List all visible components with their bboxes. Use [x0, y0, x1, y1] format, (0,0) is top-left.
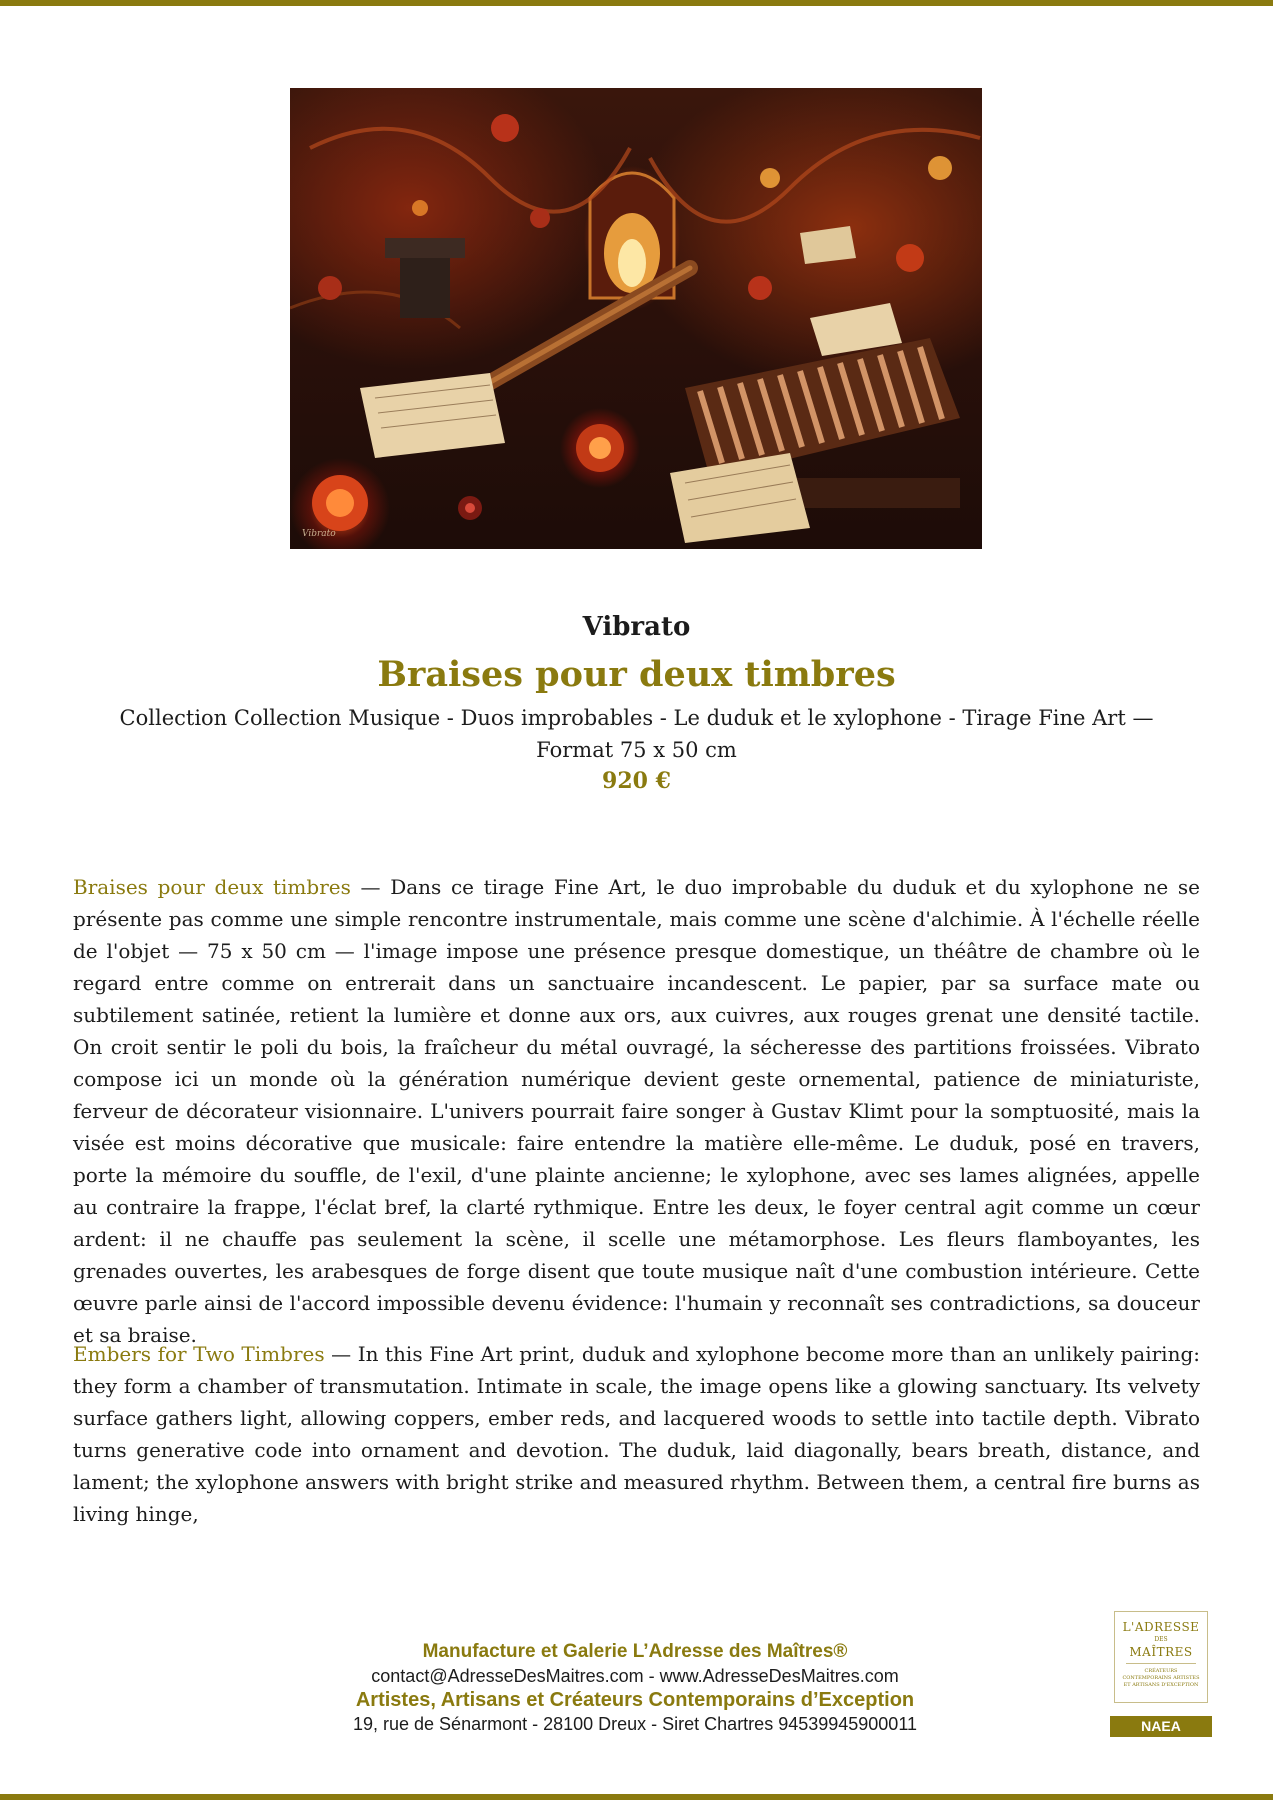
bottom-border [0, 1794, 1273, 1800]
description-fr-text: — Dans ce tirage Fine Art, le duo improbable du duduk et du xylophone ne se présente pas comme une simple rencontre instrumentale, mais comme une scène d'alchimie. À l'échelle réelle de l'objet — 75 x 50 cm — l'image impose une présence presque domestique, un théâtre de chambre où le regard entre comme on entrerait dans un sanctuaire incandescent. Le papier, par sa surface mate ou subtilement satinée, retient la lumière et donne aux ors, aux cuivres, aux rouges grenat une densité tactile. On croit sentir le poli du bois, la fraîcheur du métal ouvragé, la sécheresse des partitions froissées. Vibrato compose ici un monde où la génération numérique devient geste ornemental, patience de miniaturiste, ferveur de décorateur visionnaire. L'univers pourrait faire songer à Gustav Klimt pour la somptuosité, mais la visée est moins décorative que musicale: faire entendre la matière elle-même. Le duduk, posé en travers, porte la mémoire du souffle, de l'exil, d'une plainte ancienne; le xylophone, avec ses lames alignées, appelle au contraire la frappe, l'éclat bref, la clarté rythmique. Entre les deux, le foyer central agit comme un cœur ardent: il ne chauffe pas seulement la scène, il scelle une métamorphose. Les fleurs flamboyantes, les grenades ouvertes, les arabesques de forge disent que toute musique naît d'une combustion intérieure. Cette œuvre parle ainsi de l'accord impossible devenu évidence: l'humain y reconnaît ses contradictions, sa douceur et sa braise. [73, 875, 1200, 1347]
logo-line-3: MAÎTRES [1129, 1645, 1193, 1659]
gallery-logo [1114, 1611, 1208, 1703]
description-en-text: — In this Fine Art print, duduk and xylophone become more than an unlikely pairing: they form a chamber of transmutation. Intimate in scale, the image opens like a glowing sanctuary. Its velvety surface gathers light, allowing coppers, ember reds, and lacquered woods to settle into tactile depth. Vibrato turns generative code into ornament and devotion. The duduk, laid diagonally, bears breath, distance, and lament; the xylophone answers with bright strike and measured rhythm. Between them, a central fire burns as living hinge, [73, 1342, 1200, 1526]
artwork-title: Braises pour deux timbres [377, 654, 896, 695]
artwork-image [290, 88, 982, 549]
footer-gallery-name: Manufacture et Galerie L’Adresse des Maîtres® [422, 1641, 848, 1662]
description-fr [73, 871, 1200, 1351]
description-fr-lead: Braises pour deux timbres [73, 875, 351, 899]
collection-subtitle: Collection Collection Musique - Duos improbables - Le duduk et le xylophone - Tirage Fine Art — Format 75 x 50 cm [119, 706, 1154, 762]
footer-tagline: Artistes, Artisans et Créateurs Contemporains d’Exception [355, 1689, 915, 1711]
naea-badge: NAEA [1110, 1716, 1212, 1737]
logo-line-4: CRÉATEURS CONTEMPORAINS ARTISTES ET ARTISANS D'EXCEPTION [1122, 1668, 1200, 1688]
footer [240, 1640, 1030, 1736]
logo-divider [1126, 1663, 1196, 1664]
logo-line-2: DES [1154, 1636, 1168, 1643]
artwork-signature: Vibrato [302, 529, 336, 539]
price: 920 € [602, 768, 671, 794]
top-border [0, 0, 1273, 6]
footer-contact: contact@AdresseDesMaitres.com - www.AdresseDesMaitres.com [371, 1666, 899, 1686]
artist-name: Vibrato [582, 612, 691, 642]
description-en-lead: Embers for Two Timbres [73, 1342, 325, 1366]
artwork-illustration [290, 88, 982, 549]
footer-address: 19, rue de Sénarmont - 28100 Dreux - Siret Chartres 94539945900011 [352, 1714, 918, 1734]
description-en [73, 1338, 1200, 1530]
logo-line-1: L'ADRESSE [1122, 1620, 1200, 1634]
